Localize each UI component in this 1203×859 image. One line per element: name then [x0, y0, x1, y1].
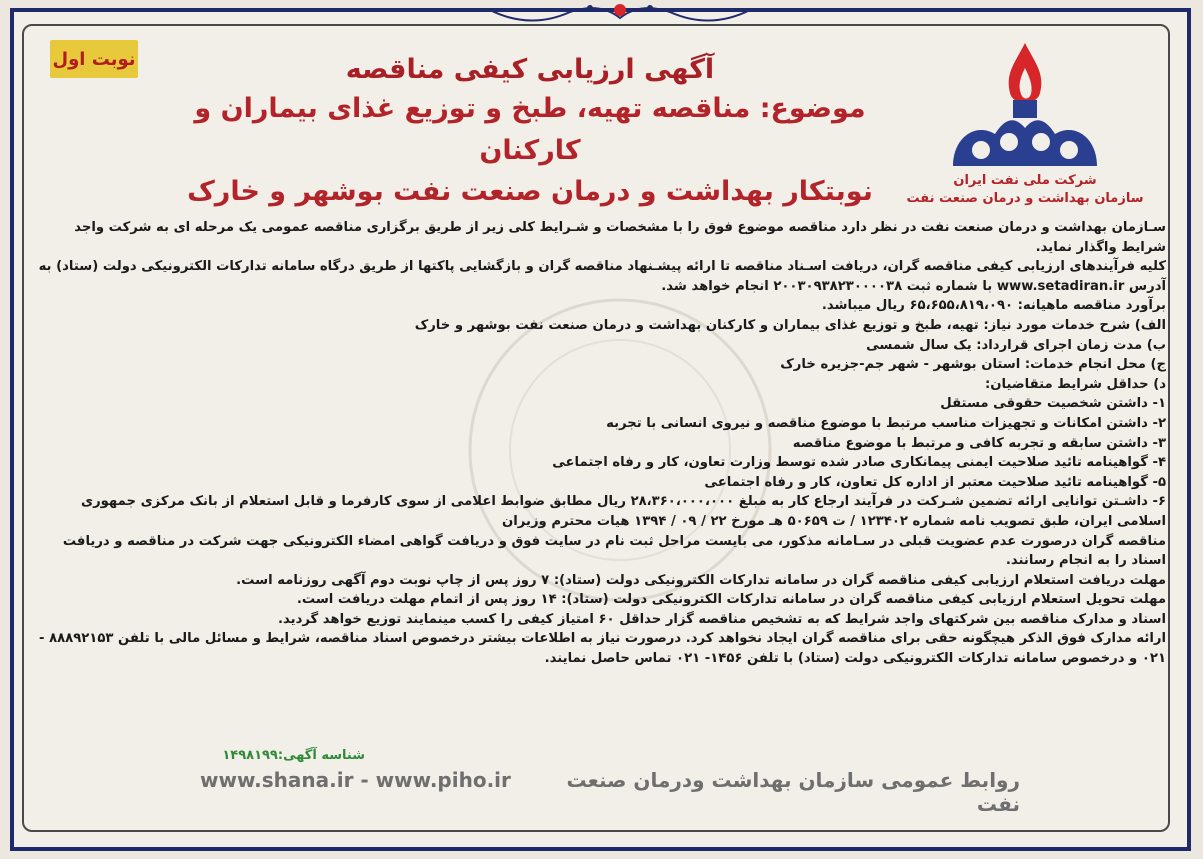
logo-company-name: شرکت ملی نفت ایران: [953, 173, 1097, 188]
footer-organization: روابط عمومی سازمان بهداشت ودرمان صنعت نفت: [566, 768, 1020, 816]
body-paragraph: ۴- گواهینامه تائید صلاحیت ایمنی پیمانکاری صادر شده توسط وزارت تعاون، کار و رفاه اجتماعی: [552, 455, 1166, 471]
ad-body: [38, 218, 1166, 669]
ad-subject-line-2: نوبتکار بهداشت و درمان صنعت نفت بوشهر و خارک: [187, 176, 873, 207]
body-paragraph: ۳- داشتن سابقه و تجربه کافی و مرتبط با موضوع مناقصه: [792, 435, 1166, 451]
body-paragraph: ب) مدت زمان اجرای قرارداد: یک سال شمسی: [866, 337, 1166, 353]
body-paragraph: ۶- داشـتن توانایی ارائه تضمین شـرکت در فرآیند ارجاع کار به مبلغ ۲۸،۳۶۰،۰۰۰،۰۰۰ ریال مطابق ضوابط اعلامی از سوی کارفرما و قابل استعلام از بانک مرکزی جمهوری اسلامی ایران، طبق تصویب نامه شماره ۱۲۳۴۰۲ / ت ۵۰۶۵۹ هـ مورخ ۲۲ / ۰۹ / ۱۳۹۴ هیات محترم وزیران: [80, 494, 1166, 529]
body-paragraph: ۲- داشتن امکانات و تجهیزات مناسب مرتبط با موضوع مناقصه و نیروی انسانی با تجربه: [606, 415, 1166, 431]
ad-title: آگهی ارزیابی کیفی مناقصه: [345, 54, 715, 85]
ornament-decoration: [470, 0, 770, 30]
ad-title-block: [160, 52, 900, 212]
body-paragraph: ارائه مدارک فوق الذکر هیچگونه حقی برای مناقصه گران ایجاد نخواهد کرد. درصورت نیاز به اطلاعات بیشتر درخصوص اسناد مناقصه، شرایط و مسائل مالی با تلفن ۸۸۸۹۲۱۵۳ - ۰۲۱ و درخصوص سامانه تدارکات الکترونیکی دولت (ستاد) با تلفن ۱۴۵۶- ۰۲۱ تماس حاصل نمایند.: [38, 631, 1166, 667]
body-paragraph: اسناد و مدارک مناقصه بین شرکتهای واجد شرایط که به تشخیص مناقصه گزار حداقل ۶۰ امتیاز کیفی را کسب مینمایند توزیع خواهد گردید.: [278, 611, 1166, 627]
body-paragraph: مناقصه گران درصورت عدم عضویت قبلی در سـامانه مذکور، می بایست مراحل ثبت نام در سایت فوق و دریافت گواهی امضاء الکترونیکی جهت شرکت در مناقصه و دریافت اسناد را به انجام رسانند.: [62, 533, 1166, 569]
body-paragraph: الف) شرح خدمات مورد نیاز: تهیه، طبخ و توزیع غذای بیماران و کارکنان بهداشت و درمان صنعت نفت بوشهر و خارک: [414, 317, 1166, 333]
body-paragraph: برآورد مناقصه ماهیانه: ۶۵،۶۵۵،۸۱۹،۰۹۰ ریال میباشد.: [821, 298, 1166, 314]
body-paragraph: مهلت تحویل استعلام ارزیابی کیفی مناقصه گران در سامانه تدارکات الکترونیکی دولت (ستاد): ۱۴ روز پس از اتمام مهلت دریافت است.: [296, 592, 1166, 608]
ad-subject-line-1: موضوع: مناقصه تهیه، طبخ و توزیع غذای بیماران و کارکنان: [194, 93, 866, 166]
first-publication-badge: نوبت اول: [50, 40, 138, 78]
body-paragraph: سـازمان بهداشت و درمان صنعت نفت در نظر دارد مناقصه موضوع فوق را با مشخصات و شـرایط کلی زیر از طریق برگزاری مناقصه عمومی یک مرحله ای به شرکت واجد شرایط واگذار نماید.: [74, 220, 1166, 255]
footer-websites: www.shana.ir - www.piho.ir: [200, 768, 511, 792]
ad-identifier: شناسه آگهی:۱۴۹۸۱۹۹: [222, 748, 365, 763]
body-paragraph: ۵- گواهینامه تائید صلاحیت معتبر از اداره کل تعاون، کار و رفاه اجتماعی: [704, 474, 1166, 490]
logo-org-name: سازمان بهداشت و درمان صنعت نفت: [906, 191, 1144, 206]
body-paragraph: ج) محل انجام خدمات: استان بوشهر - شهر جم-جزیره خارک: [780, 357, 1166, 373]
logo-caption: [905, 172, 1145, 208]
body-paragraph: ۱- داشتن شخصیت حقوقی مستقل: [940, 396, 1166, 412]
body-paragraph: کلیه فرآیندهای ارزیابی کیفی مناقصه گران، دریافت اسـناد مناقصه تا ارائه پیشـنهاد مناقصه گران و بازگشایی پاکتها از طریق درگاه سامانه تدارکات الکترونیکی دولت (ستاد) به آدرس www.setadiran.ir با شماره ثبت ۲۰۰۳۰۹۳۸۲۳۰۰۰۰۳۸ انجام خواهد شد.: [38, 259, 1166, 294]
body-paragraph: د) حداقل شرایط متقاضیان:: [985, 376, 1166, 392]
body-paragraph: مهلت دریافت استعلام ارزیابی کیفی مناقصه گران در سامانه تدارکات الکترونیکی دولت (ستاد): ۷ روز پس از چاپ نوبت دوم آگهی روزنامه است.: [236, 572, 1166, 588]
nioc-logo-icon: [945, 38, 1105, 178]
